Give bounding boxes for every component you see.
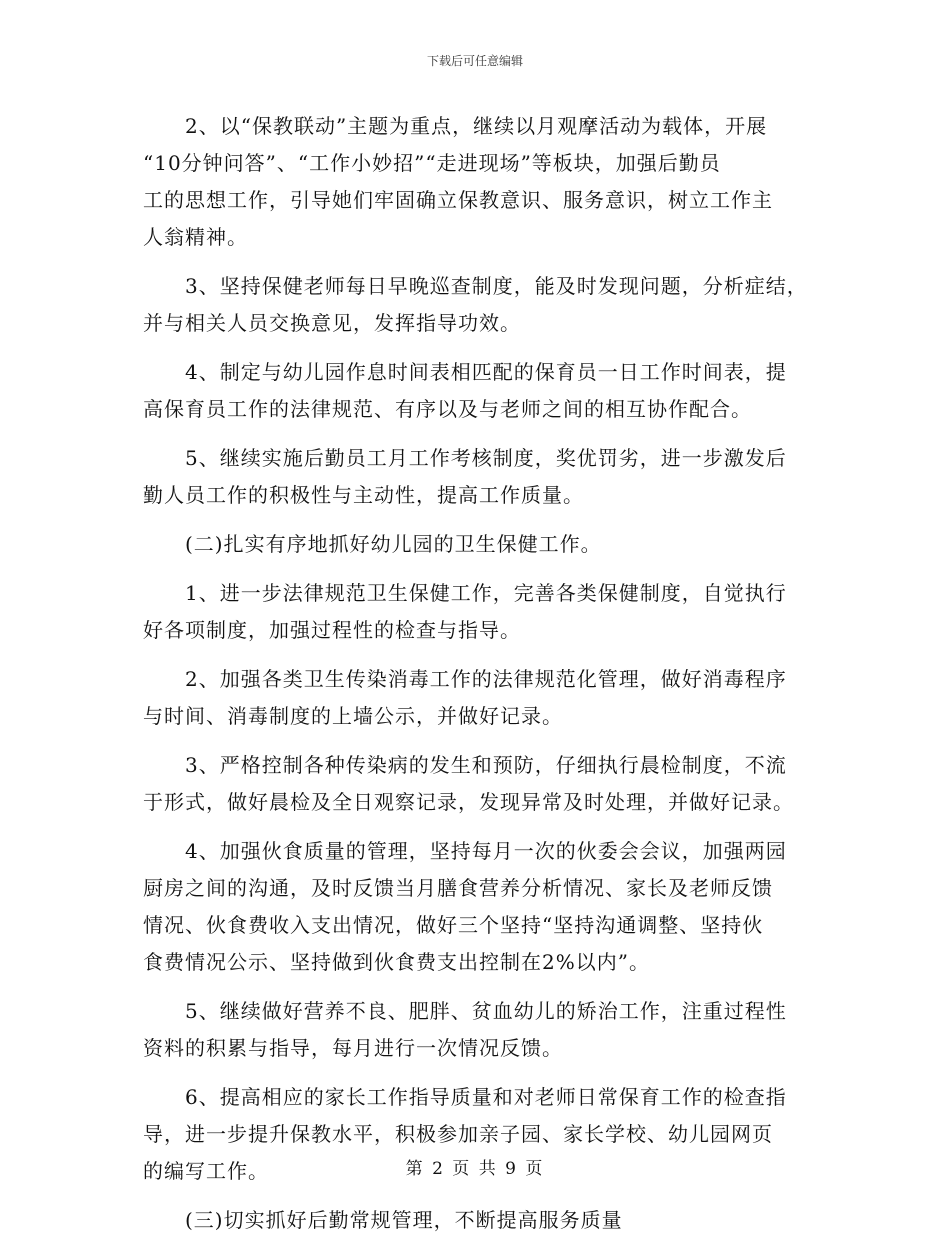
paragraph xyxy=(143,440,808,514)
text-line: 食费情况公示、坚持做到伙食费支出控制在2%以内”。 xyxy=(143,950,650,974)
paragraph xyxy=(143,354,808,428)
text-line: 工的思想工作，引导她们牢固确立保教意识、服务意识，树立工作主 xyxy=(143,188,773,212)
paragraph xyxy=(143,268,808,342)
text-line: 与时间、消毒制度的上墙公示，并做好记录。 xyxy=(143,704,563,728)
text-line: 2、加强各类卫生传染消毒工作的法律规范化管理，做好消毒程序 xyxy=(143,667,787,691)
text-line: 6、提高相应的家长工作指导质量和对老师日常保育工作的检查指 xyxy=(143,1085,787,1109)
text-line: 4、制定与幼儿园作息时间表相匹配的保育员一日工作时间表，提 xyxy=(143,360,787,384)
text-line: 2、以“保教联动”主题为重点，继续以月观摩活动为载体，开展 xyxy=(143,114,768,138)
text-line: 3、严格控制各种传染病的发生和预防，仔细执行晨检制度，不流 xyxy=(143,753,787,777)
text-line: 4、加强伙食质量的管理，坚持每月一次的伙委会会议，加强两园 xyxy=(143,839,787,863)
document-body xyxy=(143,108,808,1251)
text-line: 厨房之间的沟通，及时反馈当月膳食营养分析情况、家长及老师反馈 xyxy=(143,876,773,900)
text-line: 导，进一步提升保教水平，积极参加亲子园、家长学校、幼儿园网页 xyxy=(143,1122,773,1146)
text-line: “10分钟问答”、“工作小妙招”“走进现场”等板块，加强后勤员 xyxy=(143,151,721,175)
text-line: 5、继续实施后勤员工月工作考核制度，奖优罚劣，进一步激发后 xyxy=(143,446,787,470)
paragraph xyxy=(143,747,808,821)
text-line: (二)扎实有序地抓好幼儿园的卫生保健工作。 xyxy=(143,532,602,556)
text-line: 勤人员工作的积极性与主动性，提高工作质量。 xyxy=(143,483,584,507)
text-line: 资料的积累与指导，每月进行一次情况反馈。 xyxy=(143,1036,563,1060)
paragraph xyxy=(143,661,808,735)
text-line: 高保育员工作的法律规范、有序以及与老师之间的相互协作配合。 xyxy=(143,397,752,421)
text-line: 人翁精神。 xyxy=(143,225,248,249)
paragraph xyxy=(143,575,808,649)
text-line: 1、进一步法律规范卫生保健工作，完善各类保健制度，自觉执行 xyxy=(143,581,787,605)
text-line: 3、坚持保健老师每日早晚巡查制度，能及时发现问题，分析症结， xyxy=(143,274,808,298)
paragraph xyxy=(143,526,808,563)
text-line: 好各项制度，加强过程性的检查与指导。 xyxy=(143,618,521,642)
paragraph xyxy=(143,108,808,256)
text-line: 5、继续做好营养不良、肥胖、贫血幼儿的矫治工作，注重过程性 xyxy=(143,999,787,1023)
paragraph xyxy=(143,833,808,981)
text-line: 情况、伙食费收入支出情况，做好三个坚持“坚持沟通调整、坚持伙 xyxy=(143,913,764,937)
page-footer: 第 2 页 共 9 页 xyxy=(405,1159,545,1179)
paragraph xyxy=(143,1202,808,1239)
paragraph xyxy=(143,993,808,1067)
text-line: 并与相关人员交换意见，发挥指导功效。 xyxy=(143,311,521,335)
text-line: 于形式，做好晨检及全日观察记录，发现异常及时处理，并做好记录。 xyxy=(143,790,794,814)
text-line: 的编写工作。 xyxy=(143,1159,269,1183)
page-header: 下载后可任意编辑 xyxy=(426,54,523,68)
text-line: (三)切实抓好后勤常规管理，不断提高服务质量 xyxy=(143,1208,623,1232)
